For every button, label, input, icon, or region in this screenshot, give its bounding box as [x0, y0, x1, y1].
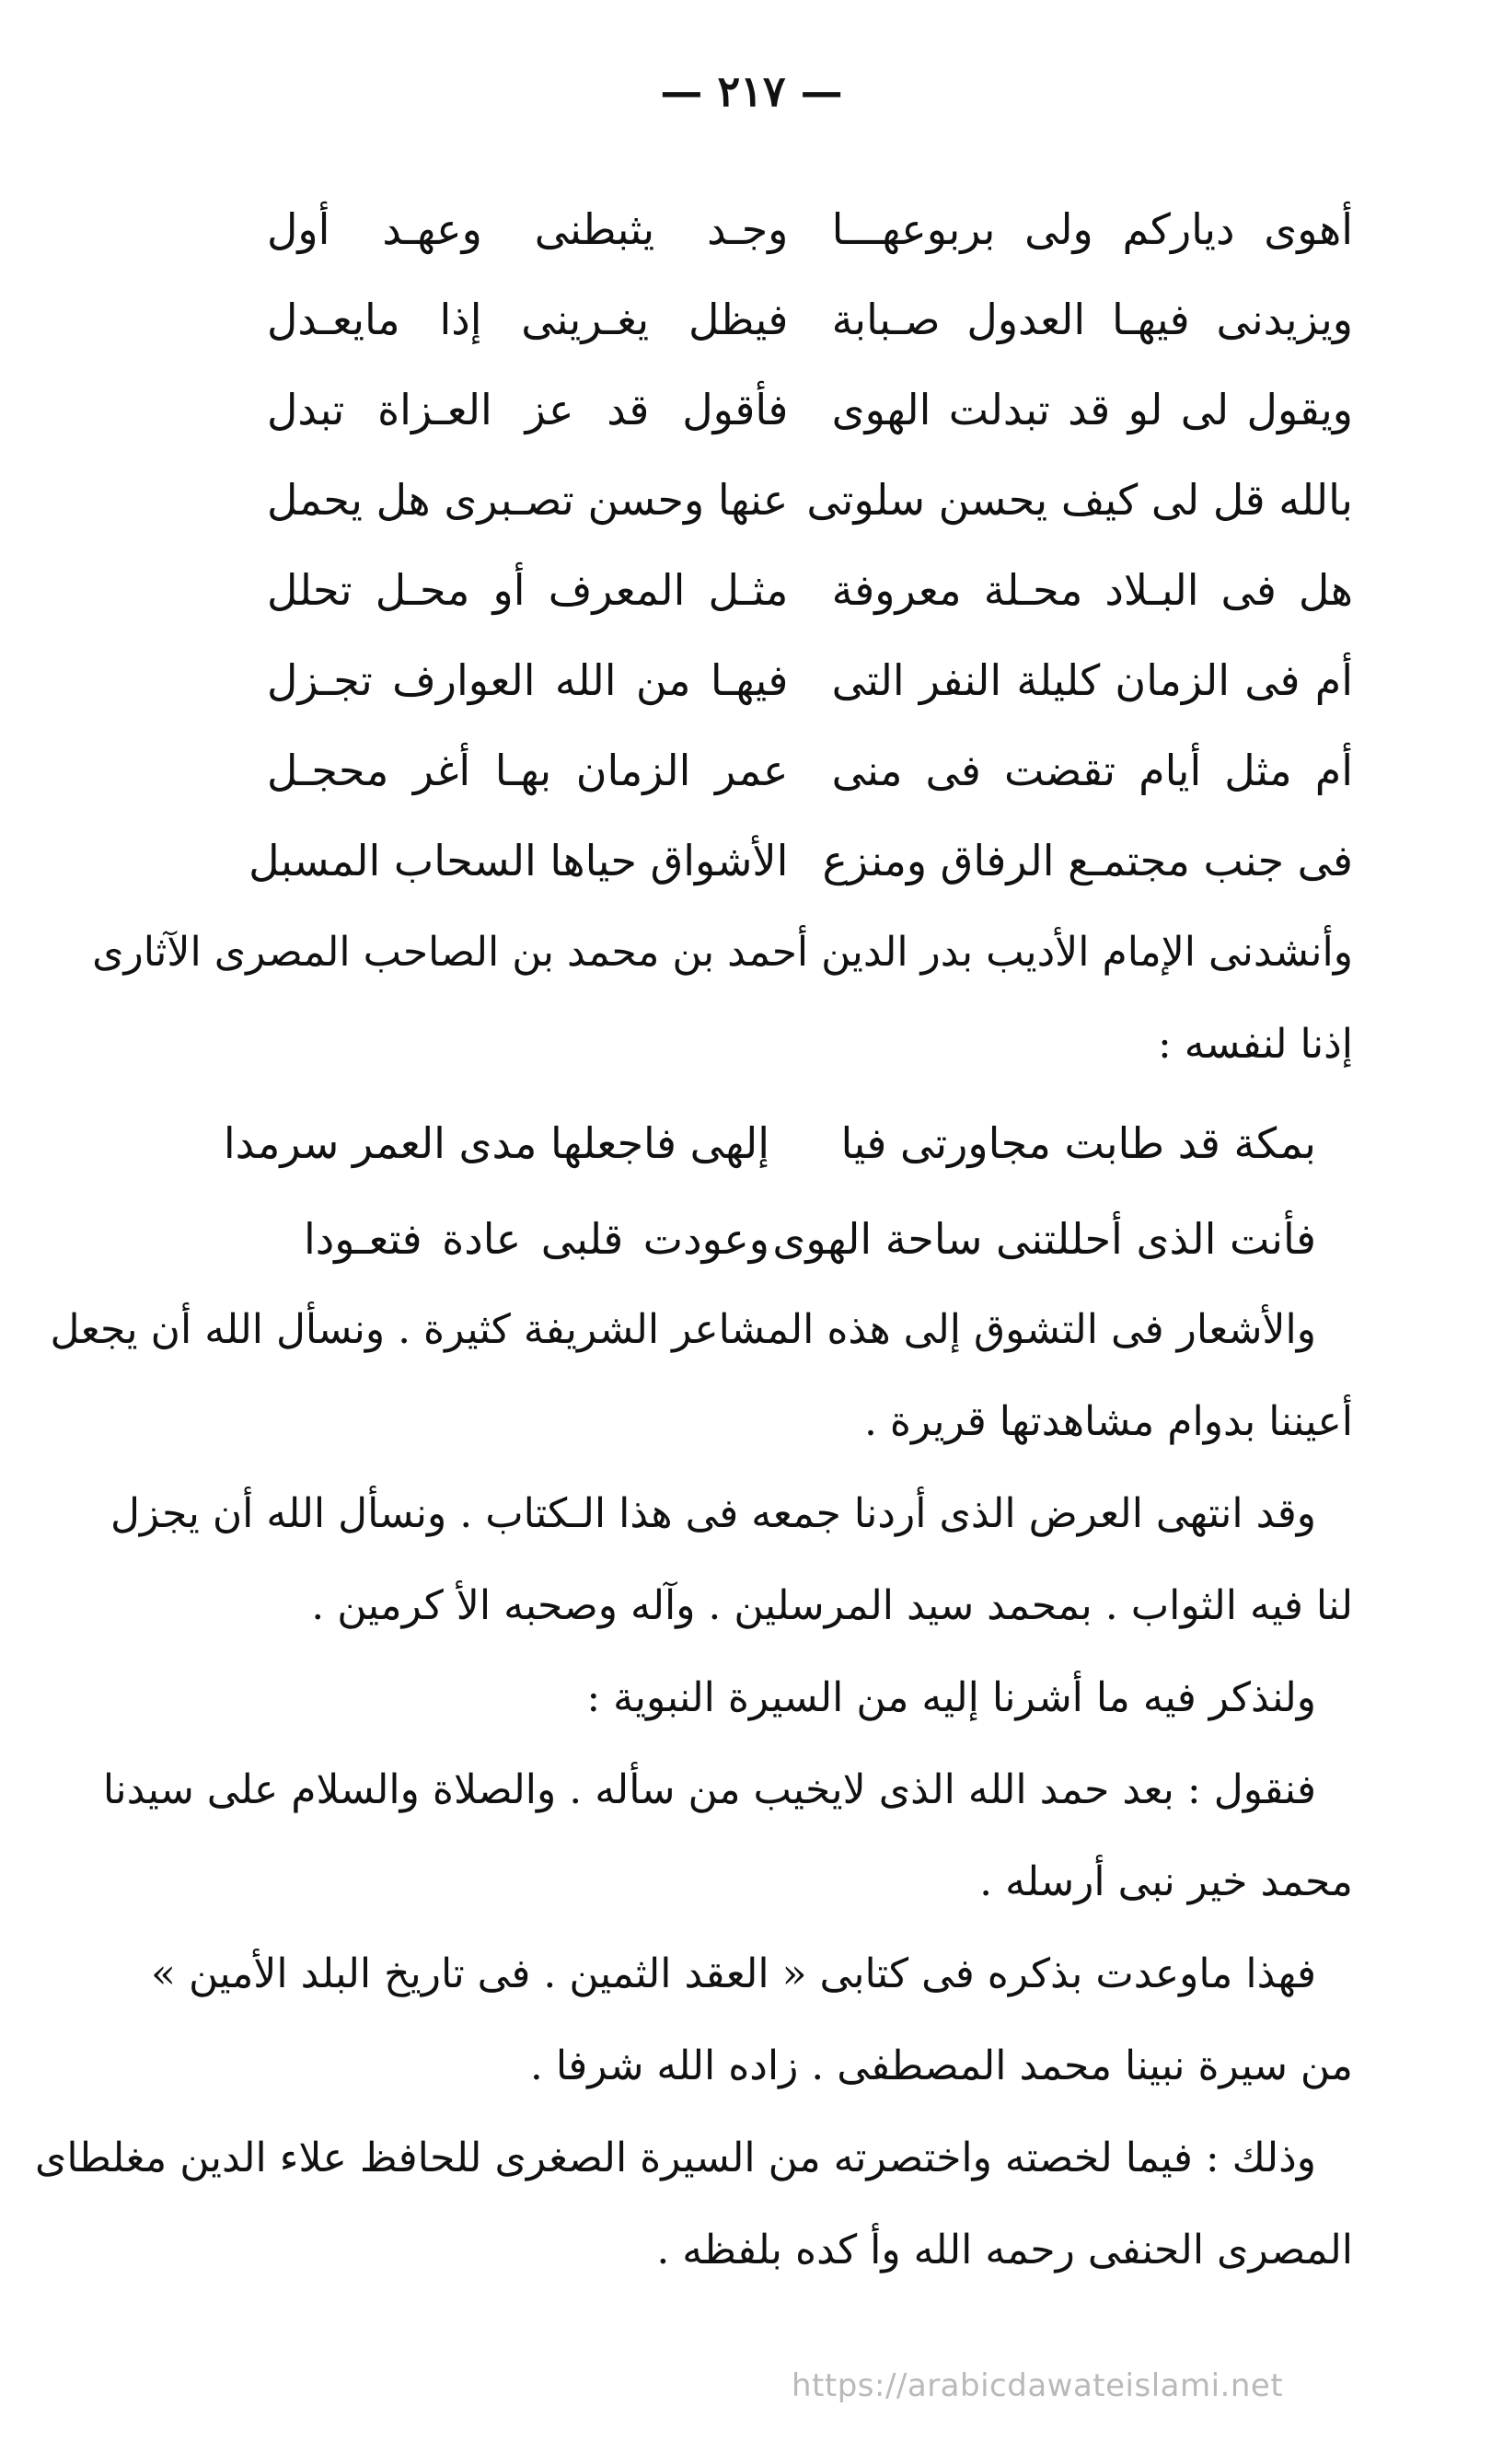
verse-left-hemistich: إلهى فاجعلها مدى العمر سرمدا: [223, 1118, 769, 1168]
verse: [267, 274, 1353, 364]
watermark-url: https://arabicdawateislami.net: [792, 2367, 1284, 2404]
verse: [304, 1191, 1316, 1287]
verse-left-hemistich: عنها وحسن تصـبرى هل يحمل: [267, 475, 789, 525]
verse: [249, 816, 1353, 906]
prose-line: فنقول : بعد حمد الله الذى لايخيب من سأله . والصلاة والسلام على سيدنا: [102, 1766, 1316, 1813]
verse: [267, 725, 1353, 816]
prose-line: لنا فيه الثواب . بمحمد سيد المرسلين . وآله وصحبه الأ كرمين .: [311, 1582, 1353, 1629]
prose-line: من سيرة نبينا محمد المصطفى . زاده الله شرفا .: [529, 2042, 1353, 2089]
prose-line: فهذا ماوعدت بذكره فى كتابى « العقد الثمين . فى تاريخ البلد الأمين »: [151, 1950, 1316, 1997]
prose-line: وذلك : فيما لخصته واختصرته من السيرة الصغرى للحافظ علاء الدين مغلطاى: [34, 2134, 1316, 2181]
verse: [223, 1095, 1316, 1191]
verse-right-hemistich: بمكة قد طابت مجاورتى فيا: [840, 1118, 1316, 1168]
prose-line: وقد انتهى العرض الذى أردنا جمعه فى هذا الـكتاب . ونسأل الله أن يجزل: [110, 1490, 1316, 1537]
verse-left-hemistich: الأشواق حياها السحاب المسبل: [249, 836, 789, 885]
prose-block-intro: [92, 907, 1353, 1091]
verse-right-hemistich: فأنت الذى أحللتنى ساحة الهوى: [772, 1214, 1316, 1264]
prose-line: أعيننا بدوام مشاهدتها قريرة .: [863, 1398, 1353, 1445]
verse-right-hemistich: أم مثل أيام تقضت فى منى: [831, 746, 1353, 795]
verse-left-hemistich: فأقول قد عز العـزاة تبدل: [267, 385, 789, 434]
verse: [267, 635, 1353, 725]
verse-left-hemistich: فيظل يغـرينى إذا مايعـدل: [267, 295, 789, 344]
prose-line: محمد خير نبى أرسله .: [979, 1858, 1353, 1905]
poem-block-1: [249, 184, 1353, 906]
prose-line: إذنا لنفسه :: [1157, 1021, 1353, 1068]
prose-line: وأنشدنى الإمام الأديب بدر الدين أحمد بن محمد بن الصاحب المصرى الآثارى: [92, 929, 1353, 976]
prose-line: والأشعار فى التشوق إلى هذه المشاعر الشريفة كثيرة . ونسأل الله أن يجعل: [50, 1306, 1316, 1353]
verse-left-hemistich: وعودت قلبى عادة فتعـودا: [304, 1214, 769, 1264]
prose-block-body: [34, 1284, 1353, 2296]
prose-line: المصرى الحنفى رحمه الله وأ كده بلفظه .: [656, 2227, 1353, 2273]
verse-left-hemistich: عمر الزمان بهـا أغر محجـل: [267, 746, 789, 795]
verse-right-hemistich: بالله قل لى كيف يحسن سلوتى: [806, 475, 1353, 525]
verse: [267, 545, 1353, 635]
verse-left-hemistich: مثـل المعرف أو محـل تحلل: [267, 565, 789, 615]
verse: [267, 184, 1353, 274]
verse-right-hemistich: أهوى دياركم ولى بربوعهـــا: [831, 204, 1353, 254]
verse-right-hemistich: أم فى الزمان كليلة النفر التى: [831, 655, 1353, 705]
verse-right-hemistich: فى جنب مجتمـع الرفاق ومنزع: [822, 836, 1353, 885]
verse-right-hemistich: ويقول لى لو قد تبدلت الهوى: [831, 385, 1353, 434]
page-number: — ٢١٧ —: [660, 66, 843, 116]
verse-left-hemistich: فيهـا من الله العوارف تجـزل: [267, 655, 789, 705]
prose-line: ولنذكر فيه ما أشرنا إليه من السيرة النبوية :: [586, 1674, 1316, 1721]
verse: [267, 455, 1353, 545]
verse: [267, 364, 1353, 455]
poem-block-2: [223, 1095, 1316, 1287]
verse-right-hemistich: ويزيدنى فيهـا العدول صـبابة: [831, 295, 1353, 344]
verse-right-hemistich: هل فى البـلاد محـلة معروفة: [831, 565, 1353, 615]
verse-left-hemistich: وجـد يثبطنى وعهـد أول: [267, 204, 789, 254]
